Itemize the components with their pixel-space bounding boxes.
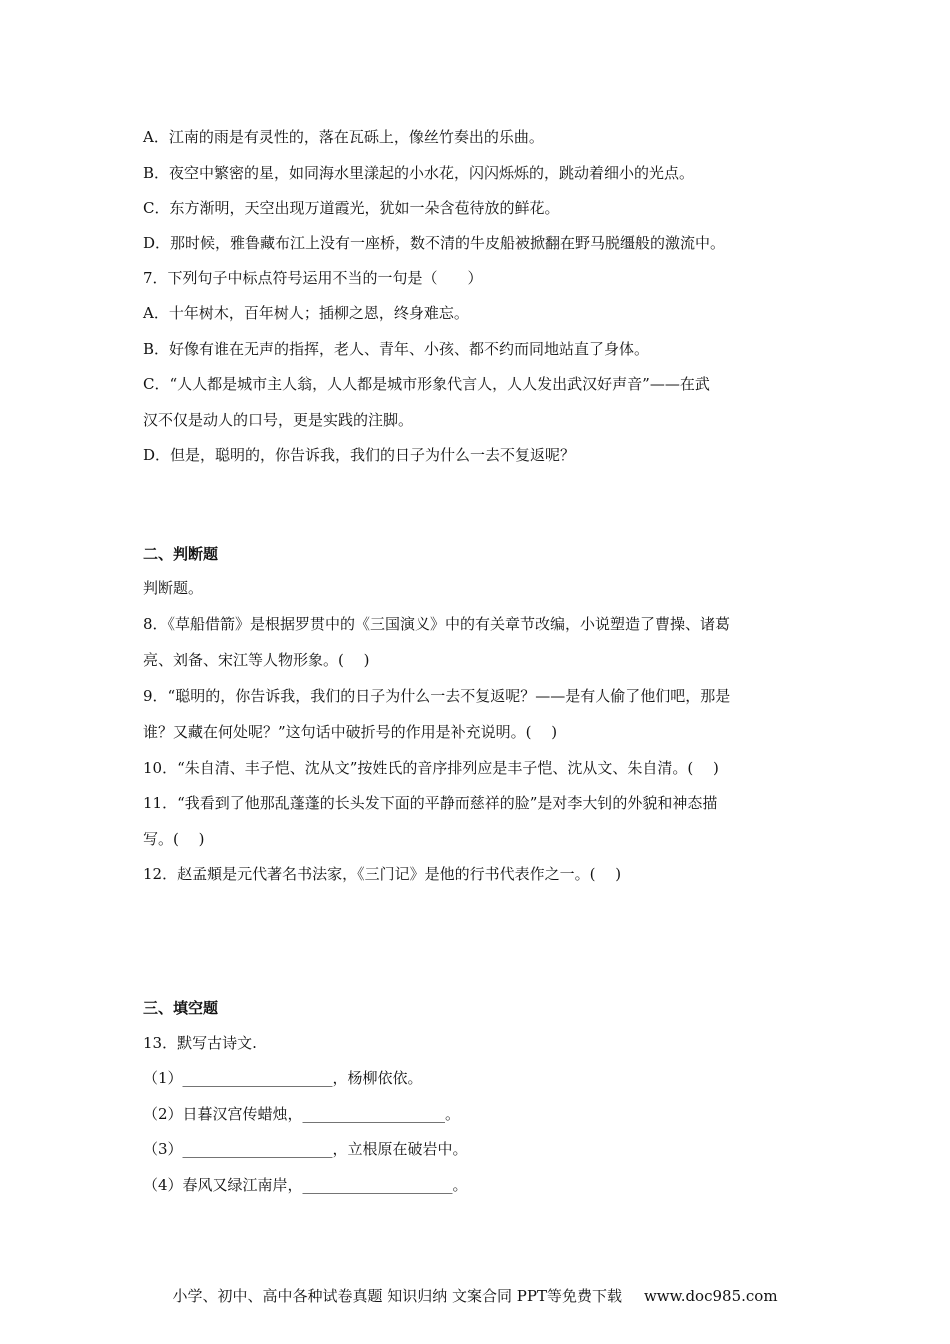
q12: 12．赵孟頫是元代著名书法家，《三门记》是他的行书代表作之一。( ) bbox=[143, 865, 622, 883]
q6-option-c: C．东方渐明，天空出现万道霞光，犹如一朵含苞待放的鲜花。 bbox=[143, 199, 560, 217]
q9-line1: 9．“聪明的，你告诉我，我们的日子为什么一去不复返呢？——是有人偷了他们吧，那是 bbox=[143, 687, 731, 705]
q6-option-b: B．夜空中繁密的星，如同海水里漾起的小水花，闪闪烁烁的，跳动着细小的光点。 bbox=[143, 164, 695, 182]
page-footer bbox=[0, 1286, 950, 1306]
q6-option-a: A．江南的雨是有灵性的，落在瓦砾上，像丝竹奏出的乐曲。 bbox=[143, 128, 544, 146]
q13-item-4: （4）春风又绿江南岸，____________________。 bbox=[143, 1176, 468, 1194]
q13-item-3: （3）____________________，立根原在破岩中。 bbox=[143, 1140, 468, 1158]
q7-option-d: D．但是，聪明的，你告诉我，我们的日子为什么一去不复返呢？ bbox=[143, 446, 576, 464]
q7-option-a: A．十年树木，百年树人；插柳之恩，终身难忘。 bbox=[143, 304, 469, 322]
q8-line1: 8．《草船借箭》是根据罗贯中的《三国演义》中的有关章节改编，小说塑造了曹操、诸葛 bbox=[143, 615, 731, 633]
section2-intro: 判断题。 bbox=[143, 579, 204, 597]
section2-heading: 二、判断题 bbox=[143, 545, 219, 563]
q7-option-b: B．好像有谁在无声的指挥，老人、青年、小孩、都不约而同地站直了身体。 bbox=[143, 340, 650, 358]
q7-option-c-line2: 汉不仅是动人的口号，更是实践的注脚。 bbox=[143, 411, 414, 429]
q13-item-1: （1）____________________，杨柳依依。 bbox=[143, 1069, 423, 1087]
q11-line2: 写。( ) bbox=[143, 830, 205, 848]
q13-item-2: （2）日暮汉宫传蜡烛，___________________。 bbox=[143, 1105, 461, 1123]
footer-url[interactable]: www.doc985.com bbox=[643, 1287, 778, 1305]
footer-text: 小学、初中、高中各种试卷真题 知识归纳 文案合同 PPT等免费下载 bbox=[172, 1287, 622, 1305]
q13-stem: 13．默写古诗文. bbox=[143, 1034, 257, 1052]
section3-heading: 三、填空题 bbox=[143, 999, 219, 1017]
q11-line1: 11．“我看到了他那乱蓬蓬的长头发下面的平静而慈祥的脸”是对李大钊的外貌和神态描 bbox=[143, 794, 718, 812]
q7-option-c-line1: C．“人人都是城市主人翁，人人都是城市形象代言人，人人发出武汉好声音”——在武 bbox=[143, 375, 710, 393]
q9-line2: 谁？又藏在何处呢？”这句话中破折号的作用是补充说明。( ) bbox=[143, 723, 558, 741]
q6-option-d: D．那时候，雅鲁藏布江上没有一座桥，数不清的牛皮船被掀翻在野马脱缰般的激流中。 bbox=[143, 234, 726, 252]
q7-stem: 7．下列句子中标点符号运用不当的一句是（ ） bbox=[143, 269, 483, 287]
q10: 10．“朱自清、丰子恺、沈从文”按姓氏的音序排列应是丰子恺、沈从文、朱自清。( ) bbox=[143, 759, 719, 777]
q8-line2: 亮、刘备、宋江等人物形象。( ) bbox=[143, 651, 370, 669]
